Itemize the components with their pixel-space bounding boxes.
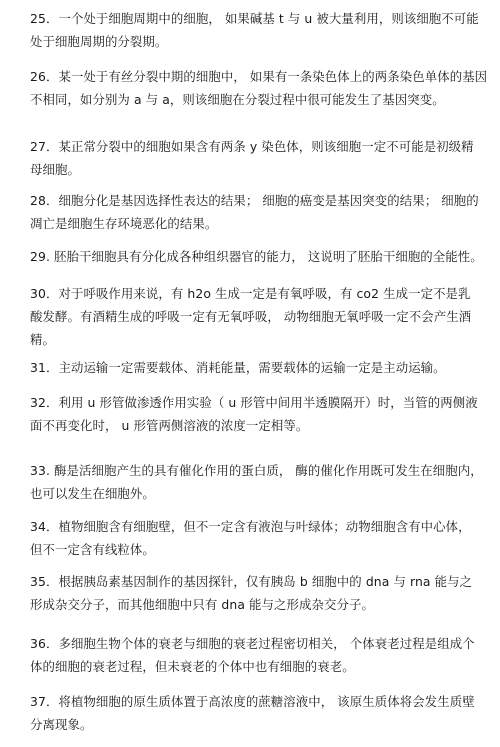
statement-line: 处于细胞周期的分裂期。 <box>30 34 168 49</box>
statement-line: 也可以发生在细胞外。 <box>30 486 155 501</box>
statement-27 <box>30 135 480 181</box>
statement-26 <box>30 65 488 111</box>
statement-line: 32．利用 u 形管做渗透作用实验（ u 形管中间用半透膜隔开）时，当管的两侧液 <box>30 395 478 410</box>
statement-line: 25．一个处于细胞周期中的细胞， 如果碱基 t 与 u 被大量利用，则该细胞不可能 <box>30 11 479 26</box>
statement-line: 37．将植物细胞的原生质体置于高浓度的蔗糖溶液中， 该原生质体将会发生质壁 <box>30 694 475 709</box>
statement-line: 面不再变化时， u 形管两侧溶液的浓度一定相等。 <box>30 418 309 433</box>
statement-33 <box>30 459 483 505</box>
statement-line: 精。 <box>30 332 55 347</box>
statement-34 <box>30 515 480 561</box>
statement-35 <box>30 570 480 616</box>
statement-25 <box>30 7 480 53</box>
statement-line: 体的细胞的衰老过程，但未衰老的个体中也有细胞的衰老。 <box>30 659 355 674</box>
statement-line: 35．根据胰岛素基因制作的基因探针，仅有胰岛 b 细胞中的 dna 与 rna 能与之 <box>30 574 473 589</box>
statement-31 <box>30 356 480 379</box>
statement-line: 30．对于呼吸作用来说，有 h2o 生成一定是有氧呼吸，有 co2 生成一定不是乳 <box>30 286 471 301</box>
statement-line: 33. 酶是活细胞产生的具有催化作用的蛋白质， 酶的催化作用既可发生在细胞内， <box>30 463 483 478</box>
statement-line: 不相同，如分别为 a 与 a，则该细胞在分裂过程中很可能发生了基因突变。 <box>30 92 445 107</box>
statement-line: 26．某一处于有丝分裂中期的细胞中， 如果有一条染色体上的两条染色单体的基因 <box>30 69 488 84</box>
statement-line: 28．细胞分化是基因选择性表达的结果； 细胞的癌变是基因突变的结果； 细胞的 <box>30 193 479 208</box>
statement-line: 34．植物细胞含有细胞壁，但不一定含有液泡与叶绿体；动物细胞含有中心体， <box>30 519 471 534</box>
statement-32 <box>30 391 480 437</box>
statement-line: 酸发酵。有酒精生成的呼吸一定有无氧呼吸， 动物细胞无氧呼吸一定不会产生酒 <box>30 309 472 324</box>
statement-line: 但不一定含有线粒体。 <box>30 542 155 557</box>
statement-line: 母细胞。 <box>30 162 80 177</box>
statement-36 <box>30 632 480 678</box>
statement-line: 29. 胚胎干细胞具有分化成各种组织器官的能力， 这说明了胚胎干细胞的全能性。 <box>30 249 483 264</box>
statement-28 <box>30 189 480 235</box>
statement-line: 31．主动运输一定需要载体、消耗能量，需要载体的运输一定是主动运输。 <box>30 360 446 375</box>
statement-line: 分离现象。 <box>30 717 93 732</box>
statement-37 <box>30 690 480 736</box>
statement-29 <box>30 245 483 268</box>
statement-line: 27．某正常分裂中的细胞如果含有两条 y 染色体，则该细胞一定不可能是初级精 <box>30 139 474 154</box>
statement-line: 凋亡是细胞生存环境恶化的结果。 <box>30 216 218 231</box>
statement-line: 36．多细胞生物个体的衰老与细胞的衰老过程密切相关， 个体衰老过程是组成个 <box>30 636 475 651</box>
statement-line: 形成杂交分子，而其他细胞中只有 dna 能与之形成杂交分子。 <box>30 597 374 612</box>
statement-30 <box>30 282 480 351</box>
